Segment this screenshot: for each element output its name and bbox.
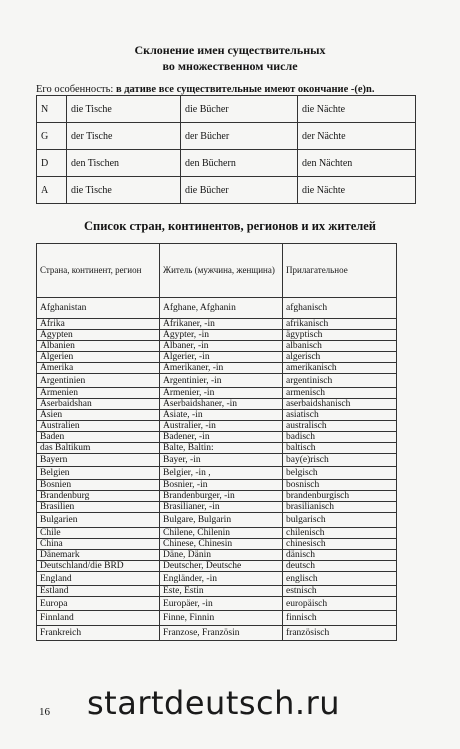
declension-cell: die Bücher [181,96,298,123]
adjective-cell: afghanisch [283,298,397,319]
declension-cell: die Tische [67,96,181,123]
country-cell: Argentinien [37,374,160,388]
resident-cell: Bulgare, Bulgarin [160,513,283,528]
resident-cell: Afrikaner, -in [160,319,283,330]
country-cell: Brandenburg [37,491,160,502]
resident-cell: Engländer, -in [160,572,283,586]
table-row [37,298,397,319]
table-row [37,513,397,528]
countries-table [36,243,397,641]
adjective-cell: ägyptisch [283,330,397,341]
header-country: Страна, континент, регион [37,244,160,298]
country-cell: Armenien [37,388,160,399]
table-row [37,502,397,513]
table-row [37,374,397,388]
adjective-cell: englisch [283,572,397,586]
resident-cell: Deutscher, Deutsche [160,561,283,572]
country-cell: Finnland [37,611,160,626]
declension-cell: den Tischen [67,150,181,177]
adjective-cell: aserbaidshanisch [283,399,397,410]
table-header-row [37,244,397,298]
note-lead: Его особенность: [36,84,116,95]
table-row [37,432,397,443]
adjective-cell: finnisch [283,611,397,626]
page-number: 16 [39,706,50,718]
table-row [37,539,397,550]
declension-cell: die Nächte [298,177,416,204]
country-cell: das Baltikum [37,443,160,454]
country-cell: England [37,572,160,586]
table-row [37,421,397,432]
watermark-logo: startdeutsch.ru [87,684,341,722]
adjective-cell: deutsch [283,561,397,572]
table-row [37,528,397,539]
table-row [37,586,397,597]
resident-cell: Algerier, -in [160,352,283,363]
declension-cell: der Bücher [181,123,298,150]
adjective-cell: australisch [283,421,397,432]
adjective-cell: dänisch [283,550,397,561]
resident-cell: Brandenburger, -in [160,491,283,502]
declension-cell: der Nächte [298,123,416,150]
country-cell: Ägypten [37,330,160,341]
resident-cell: Afghane, Afghanin [160,298,283,319]
country-cell: Albanien [37,341,160,352]
table-row [37,399,397,410]
adjective-cell: brasilianisch [283,502,397,513]
page-title [0,42,460,74]
table-row [37,410,397,421]
table-row [37,480,397,491]
resident-cell: Este, Estin [160,586,283,597]
country-cell: Belgien [37,467,160,480]
country-cell: Estland [37,586,160,597]
resident-cell: Chilene, Chilenin [160,528,283,539]
header-adjective: Прилагательное [283,244,397,298]
declension-row [37,123,416,150]
resident-cell: Däne, Dänin [160,550,283,561]
table-row [37,388,397,399]
header-resident: Житель (мужчина, женщина) [160,244,283,298]
case-label: A [37,177,67,204]
table-row [37,467,397,480]
table-row [37,330,397,341]
resident-cell: Amerikaner, -in [160,363,283,374]
table-row [37,352,397,363]
resident-cell: Badener, -in [160,432,283,443]
declension-row [37,96,416,123]
declension-cell: den Büchern [181,150,298,177]
table-row [37,363,397,374]
country-cell: Europa [37,597,160,611]
country-cell: Afghanistan [37,298,160,319]
resident-cell: Albaner, -in [160,341,283,352]
table-row [37,572,397,586]
adjective-cell: bay(e)risch [283,454,397,467]
country-cell: Brasilien [37,502,160,513]
adjective-cell: armenisch [283,388,397,399]
adjective-cell: chinesisch [283,539,397,550]
adjective-cell: brandenburgisch [283,491,397,502]
table-row [37,550,397,561]
resident-cell: Bosnier, -in [160,480,283,491]
table-row [37,341,397,352]
adjective-cell: asiatisch [283,410,397,421]
resident-cell: Balte, Baltin: [160,443,283,454]
title-line-1: Склонение имен существительных [134,43,326,57]
resident-cell: Armenier, -in [160,388,283,399]
declension-cell: die Nächte [298,96,416,123]
declension-table [36,95,416,204]
adjective-cell: belgisch [283,467,397,480]
country-cell: Asien [37,410,160,421]
resident-cell: Ägypter, -in [160,330,283,341]
table-row [37,454,397,467]
declension-row [37,150,416,177]
table-row [37,443,397,454]
list-title: Список стран, континентов, регионов и их жителей [83,219,377,233]
declension-cell: den Nächten [298,150,416,177]
case-label: D [37,150,67,177]
country-cell: Amerika [37,363,160,374]
resident-cell: Belgier, -in , [160,467,283,480]
adjective-cell: albanisch [283,341,397,352]
table-row [37,611,397,626]
resident-cell: Chinese, Chinesin [160,539,283,550]
declension-cell: die Bücher [181,177,298,204]
resident-cell: Argentinier, -in [160,374,283,388]
resident-cell: Asiate, -in [160,410,283,421]
case-label: G [37,123,67,150]
resident-cell: Aserbaidshaner, -in [160,399,283,410]
resident-cell: Bayer, -in [160,454,283,467]
country-cell: Bulgarien [37,513,160,528]
declension-cell: der Tische [67,123,181,150]
country-cell: Afrika [37,319,160,330]
country-cell: Dänemark [37,550,160,561]
adjective-cell: chilenisch [283,528,397,539]
resident-cell: Australier, -in [160,421,283,432]
country-cell: China [37,539,160,550]
country-cell: Aserbaidshan [37,399,160,410]
resident-cell: Europäer, -in [160,597,283,611]
adjective-cell: algerisch [283,352,397,363]
table-row [37,319,397,330]
adjective-cell: afrikanisch [283,319,397,330]
adjective-cell: baltisch [283,443,397,454]
country-cell: Algerien [37,352,160,363]
case-label: N [37,96,67,123]
resident-cell: Finne, Finnin [160,611,283,626]
adjective-cell: bosnisch [283,480,397,491]
adjective-cell: europäisch [283,597,397,611]
country-cell: Bosnien [37,480,160,491]
adjective-cell: estnisch [283,586,397,597]
table-row [37,597,397,611]
country-cell: Australien [37,421,160,432]
adjective-cell: amerikanisch [283,363,397,374]
table-row [37,561,397,572]
declension-cell: die Tische [67,177,181,204]
table-row [37,626,397,641]
adjective-cell: französisch [283,626,397,641]
declension-row [37,177,416,204]
note-body: в дативе все существительные имеют окончание -(e)n. [115,84,375,95]
country-cell: Chile [37,528,160,539]
resident-cell: Brasilianer, -in [160,502,283,513]
resident-cell: Franzose, Französin [160,626,283,641]
adjective-cell: argentinisch [283,374,397,388]
country-cell: Deutschland/die BRD [37,561,160,572]
table-row [37,491,397,502]
adjective-cell: bulgarisch [283,513,397,528]
adjective-cell: badisch [283,432,397,443]
country-cell: Baden [37,432,160,443]
country-cell: Frankreich [37,626,160,641]
country-cell: Bayern [37,454,160,467]
title-line-2: во множественном числе [162,59,298,73]
